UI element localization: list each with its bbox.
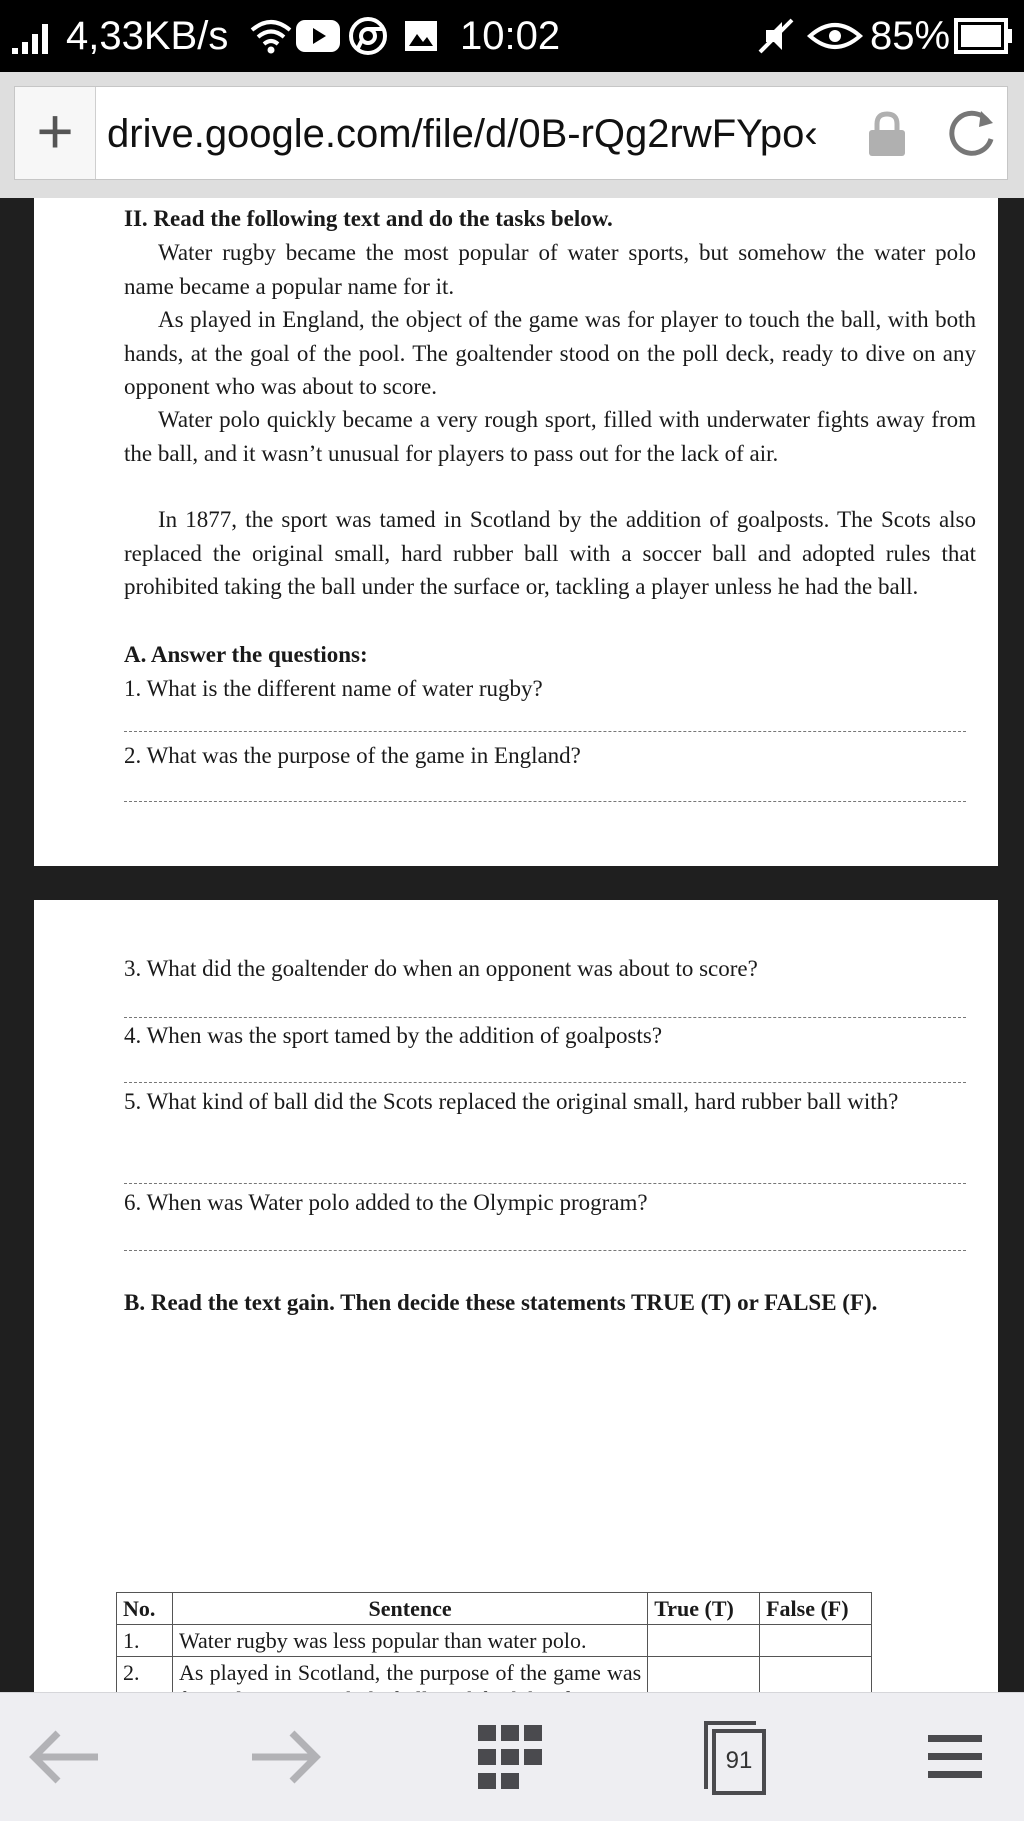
row-number: 2. [117, 1657, 173, 1716]
network-speed: 4,33KB/s [66, 14, 229, 58]
battery-icon [954, 18, 1014, 54]
clock: 10:02 [460, 14, 561, 58]
answer-line-5 [124, 1183, 966, 1184]
new-tab-button[interactable]: + [15, 87, 96, 179]
answer-line-6 [124, 1250, 966, 1251]
header-true: True (T) [648, 1593, 760, 1625]
part-b-heading: B. Read the text gain. Then decide these statements TRUE (T) or FALSE (F). [124, 1290, 878, 1315]
eye-icon [806, 18, 864, 54]
tabs-button[interactable] [700, 1693, 770, 1821]
tab-count: 91 [725, 1747, 753, 1774]
document-viewer[interactable] [0, 198, 1024, 1692]
grid-menu-icon[interactable] [470, 1693, 550, 1821]
forward-arrow-icon[interactable] [240, 1693, 330, 1821]
browser-toolbar [0, 72, 1024, 198]
document-page-1 [34, 198, 998, 866]
true-cell [648, 1625, 760, 1657]
row-sentence: Water rugby was less popular than water polo. [172, 1625, 647, 1657]
part-a-heading: A. Answer the questions: [124, 642, 368, 667]
section-heading: II. Read the following text and do the tasks below. [124, 206, 613, 231]
answer-line-4 [124, 1082, 966, 1083]
document-page-2 [34, 900, 998, 1720]
false-cell [760, 1625, 872, 1657]
answer-line-1 [124, 731, 966, 732]
answer-line-2 [124, 801, 966, 802]
status-bar [0, 0, 1024, 72]
url-text[interactable]: drive.google.com/file/d/0B-rQg2rwFYpo‹ [107, 112, 818, 156]
paragraph-2: As played in England, the object of the game was for player to touch the ball, with both hands, at the goal of the pool. The goaltender stood on the poll deck, ready to dive on any opponent who was about to score. [124, 307, 976, 399]
lock-icon [867, 111, 907, 157]
question-4: 4. When was the sport tamed by the addition of goalposts? [124, 1023, 663, 1048]
paragraph-4: In 1877, the sport was tamed in Scotland by the addition of goalposts. The Scots also replaced the original small, hard rubber ball with a soccer ball and adopted rules that prohibited taking the ball under the surface or, tackling a player unless he had the ball. [124, 507, 976, 599]
row-number: 1. [117, 1625, 173, 1657]
table-header-row [117, 1593, 872, 1625]
bottom-navigation-bar [0, 1692, 1024, 1821]
question-3: 3. What did the goaltender do when an opponent was about to score? [124, 956, 758, 981]
youtube-icon [296, 20, 340, 52]
gallery-icon [404, 20, 438, 52]
wifi-icon [250, 18, 292, 56]
header-no: No. [117, 1593, 173, 1625]
reload-icon[interactable] [945, 107, 999, 161]
battery-percent: 85% [870, 14, 951, 58]
back-arrow-icon[interactable] [20, 1693, 110, 1821]
table-row [117, 1625, 872, 1657]
question-6: 6. When was Water polo added to the Olympic program? [124, 1190, 648, 1215]
paragraph-3: Water polo quickly became a very rough sport, filled with underwater fights away from the ball, and it wasn’t unusual for players to pass out for the lack of air. [124, 407, 976, 466]
question-1: 1. What is the different name of water rugby? [124, 676, 543, 701]
signal-icon [12, 22, 54, 54]
paragraph-1: Water rugby became the most popular of water sports, but somehow the water polo name became a popular name for it. [124, 240, 976, 299]
row-sentence: As played in Scotland, the purpose of the game was [172, 1657, 647, 1716]
chrome-icon [348, 16, 388, 56]
address-bar[interactable] [14, 86, 1008, 180]
menu-icon[interactable] [920, 1693, 990, 1821]
question-5: 5. What kind of ball did the Scots replaced the original small, hard rubber ball with? [124, 1089, 899, 1114]
header-false: False (F) [760, 1593, 872, 1625]
question-2: 2. What was the purpose of the game in England? [124, 743, 581, 768]
answer-line-3 [124, 1017, 966, 1018]
mute-icon [756, 16, 796, 56]
header-sentence: Sentence [172, 1593, 647, 1625]
